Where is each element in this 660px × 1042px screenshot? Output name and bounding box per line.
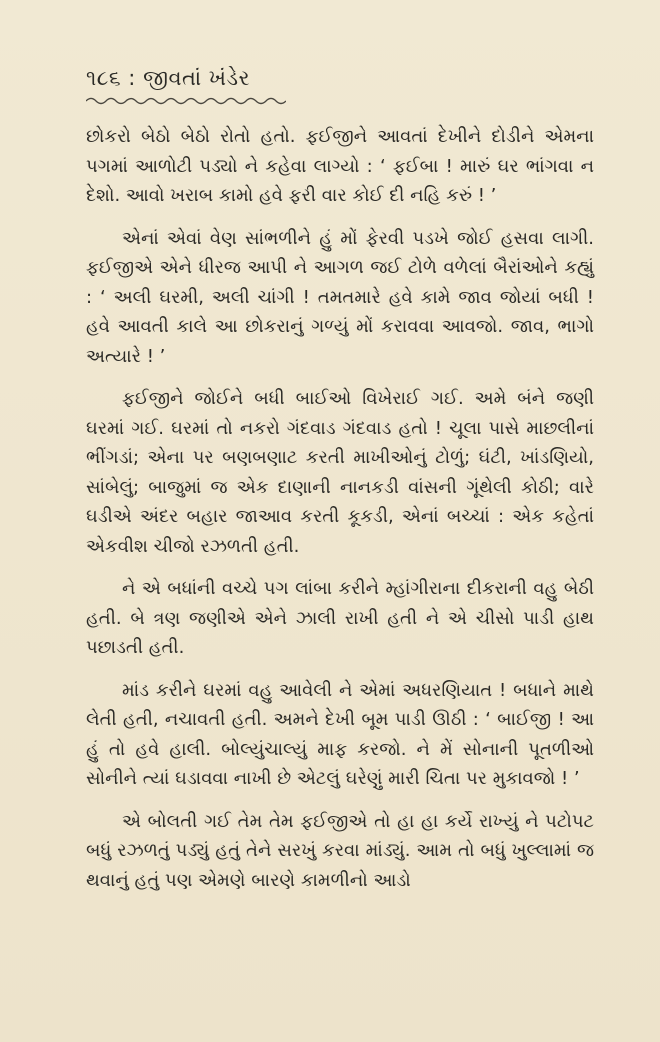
body-text	[86, 122, 594, 908]
header-separator: :	[128, 66, 136, 90]
page-number: ૧૮૬	[86, 66, 122, 90]
paragraph: ફઈજીને જોઈને બધી બાઈઓ વિખેરાઈ ગઈ. અમે બંને જણી ઘરમાં ગઈ. ઘરમાં તો નકરો ગંદવાડ ગંદવાડ હતો ! ચૂલા પાસે માછલીનાં ભીંગડાં; એના પર બણબણાટ કરતી માખીઓનું ટોળું; ઘંટી, ખાંડણિયો, સાંબેલું; બાજુમાં જ એક દાણાની નાનકડી વાંસની ગૂંથેલી કોઠી; વારે ઘડીએ અંદર બહાર જાઆવ કરતી કૂકડી, એનાં બચ્ચાં : એક કહેતાં એકવીશ ચીજો રઝળતી હતી.	[86, 388, 594, 557]
paragraph: માંડ કરીને ઘરમાં વહુ આવેલી ને એમાં અધરણિયાત ! બધાને માથે લેતી હતી, નચાવતી હતી. અમને દેખી બૂમ પાડી ઊઠી : ‘ બાઈજી ! આ હું તો હવે હાલી. બોલ્યુંચાલ્યું માફ કરજો. ને મેં સોનાની પૂતળીઓ સોનીને ત્યાં ઘડાવવા નાખી છે એટલું ઘરેણું મારી ચિતા પર મુકાવજો ! ’	[86, 679, 594, 789]
paragraph: એ બોલતી ગઈ તેમ તેમ ફઈજીએ તો હા હા કર્યે રાખ્યું ને પટોપટ બધું રઝળતું પડ્યું હતું તેને સરખું કરવા માંડ્યું. આમ તો બધું ખુલ્લામાં જ થવાનું હતું પણ એમણે બારણે કામળીનો આડો	[86, 810, 594, 891]
paragraph: છોકરો બેઠો બેઠો રોતો હતો. ફઈજીને આવતાં દેખીને દોડીને એમના પગમાં આળોટી પડ્યો ને કહેવા લાગ્યો : ‘ ફઈબા ! મારું ઘર ભાંગવા ન દેશો. આવો ખરાબ કામો હવે ફરી વાર કોઈ દી નહિ કરું ! ’	[86, 126, 594, 206]
wavy-underline-decoration	[86, 96, 286, 106]
book-title: જીવતાં ખંડેર	[143, 66, 250, 90]
paragraph: એનાં એવાં વેણ સાંભળીને હું મોં ફેરવી પડખે જોઈ હસવા લાગી. ફઈજીએ એને ધીરજ આપી ને આગળ જઈ ટોળે વળેલાં બૈરાંઓને કહ્યું : ‘ અલી ઘરમી, અલી ચાંગી ! તમતમારે હવે કામે જાવ જોયાં બધી ! હવે આવતી કાલે આ છોકરાનું ગળ્યું મોં કરાવવા આવજો. જાવ, ભાગો અત્યારે ! ’	[86, 227, 594, 367]
running-header	[86, 66, 250, 91]
paragraph: ને એ બધાંની વચ્ચે પગ લાંબા કરીને મ્હાંગીરાના દીકરાની વહુ બેઠી હતી. બે ત્રણ જણીએ એને ઝાલી રાખી હતી ને એ ચીસો પાડી હાથ પછાડતી હતી.	[86, 578, 594, 658]
